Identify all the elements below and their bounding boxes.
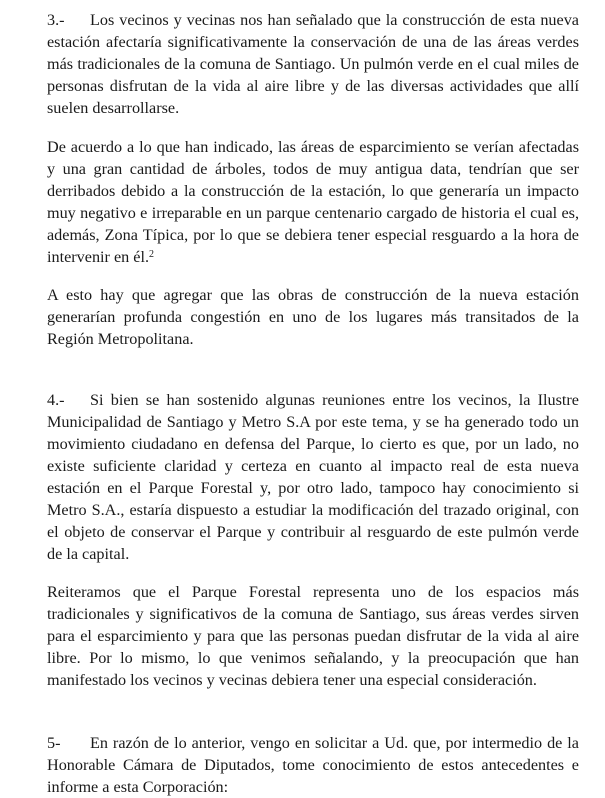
section-number: 5-	[47, 734, 61, 752]
paragraph-text: Reiteramos que el Parque Forestal representa uno de los espacios más tradicionales y significativos de la comuna de Santiago, sus áreas verdes sirven para el esparcimiento y para que las personas puedan disfrutar de la vida al aire libre. Por lo mismo, lo que venimos señalando, y la preocupación que han manifestado los vecinos y vecinas debiera tener una especial consideración.	[47, 583, 579, 689]
section-5	[47, 732, 579, 798]
section-text: Si bien se han sostenido algunas reuniones entre los vecinos, la Ilustre Municipalidad de Santiago y Metro S.A por este tema, y se ha generado todo un movimiento ciudadano en defensa del Parque, lo cierto es que, por un lado, no existe suficiente claridad y certeza en cuanto al impacto real de esta nueva estación en el Parque Forestal y, por otro lado, tampoco hay conocimiento si Metro S.A., estaría dispuesto a estudiar la modificación del trazado original, con el objeto de conservar el Parque y contribuir al resguardo de este pulmón verde de la capital.	[47, 391, 579, 563]
paragraph-congestion	[47, 284, 579, 350]
section-text: Los vecinos y vecinas nos han señalado que la construcción de esta nueva estación afectaría significativamente la conservación de una de las áreas verdes más tradicionales de la comuna de Santiago. Un pulmón verde en el cual miles de personas disfrutan de la vida al aire libre y de las diversas actividades que allí suelen desarrollarse.	[47, 11, 579, 117]
footnote-reference[interactable]: 2	[149, 249, 155, 260]
document-page	[47, 9, 579, 798]
paragraph-text: A esto hay que agregar que las obras de construcción de la nueva estación generarían profunda congestión en uno de los lugares más transitados de la Región Metropolitana.	[47, 286, 579, 348]
section-3	[47, 9, 579, 119]
section-text: En razón de lo anterior, vengo en solicitar a Ud. que, por intermedio de la Honorable Cámara de Diputados, tome conocimiento de estos antecedentes e informe a esta Corporación:	[47, 734, 579, 796]
section-4	[47, 389, 579, 565]
section-number: 4.-	[47, 391, 65, 409]
paragraph-trees	[47, 136, 579, 268]
paragraph-reiteration	[47, 581, 579, 691]
section-number: 3.-	[47, 11, 65, 29]
paragraph-text: De acuerdo a lo que han indicado, las áreas de esparcimiento se verían afectadas y una gran cantidad de árboles, todos de muy antigua data, tendrían que ser derribados debido a la construcción de la estación, lo que generaría un impacto muy negativo e irreparable en un parque centenario cargado de historia el cual es, además, Zona Típica, por lo que se debiera tener especial resguardo a la hora de intervenir en él.	[47, 138, 579, 266]
